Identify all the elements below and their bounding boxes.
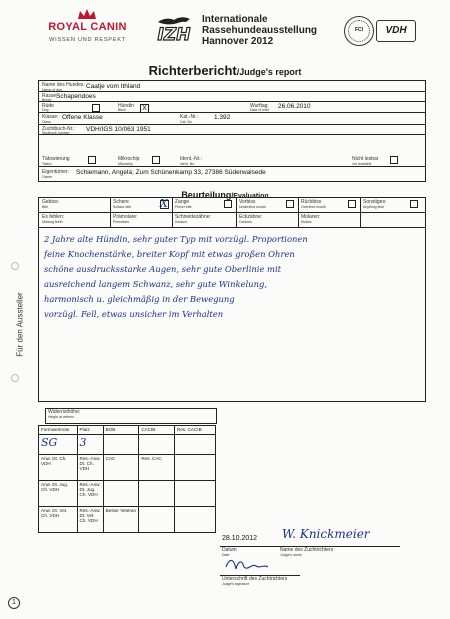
bob-cell [103, 435, 139, 455]
place-cell [77, 435, 103, 455]
royal-canin-logo [40, 8, 135, 53]
res-anw-dt-vet-ch: Res.-Anw. Dt. Vet. Ch. VDH [77, 507, 103, 533]
ident-label: Ident.-Nr.: [180, 156, 202, 162]
fci-logo [344, 16, 374, 46]
molars-label: Molaren: [301, 214, 321, 220]
judge-name-sub: Judge's name [280, 553, 302, 557]
female-label: Hündin [118, 103, 134, 109]
whelped-sub: Date of birth [250, 108, 270, 112]
overshot-label: Rückbiss [301, 199, 322, 205]
report-title-de: Richterbericht [148, 63, 237, 78]
bite-sub: Bite [42, 205, 49, 209]
microchip-checkbox[interactable] [152, 156, 160, 164]
height-sub: Height at withers [48, 415, 75, 419]
grade-cell [39, 435, 78, 455]
page-number-value: 1 [12, 599, 16, 606]
pincer-label: Zange [175, 199, 190, 205]
overshot-checkbox[interactable] [348, 200, 356, 208]
judge-signature [222, 555, 302, 575]
cacib-cell [139, 435, 175, 455]
handwritten-evaluation [44, 232, 422, 322]
tattoo-sub: Tattoo [42, 162, 52, 166]
undershot-sub: Undershot mouth [239, 205, 266, 209]
vdh-logo [376, 20, 416, 42]
izh-logo [150, 14, 198, 48]
canines-label: Eckzähne: [239, 214, 263, 220]
scissor-check-mark: X [160, 197, 168, 210]
date-sub: Date [222, 553, 230, 557]
eval-line: harmonisch u. gleichmäßig in der Bewegung [44, 294, 235, 304]
studbook-label: Zuchtbuch-Nr.: [42, 126, 75, 132]
undershot-checkbox[interactable] [286, 200, 294, 208]
whelped-value: 26.06.2010 [278, 103, 311, 110]
other-sub: Anything else [363, 205, 385, 209]
missing-label: Es fehlen: [42, 214, 65, 220]
whelped-label: Wurftag: [250, 103, 269, 109]
res-anw-dt-jug-ch: Res.-Anw. Dt. Jug. Ch. VDH [77, 481, 103, 507]
anw-dt-ch: Anw. Dt. Ch. VDH [39, 455, 78, 481]
date-value: 28.10.2012 [222, 535, 258, 542]
vdh-text: VDH [385, 25, 407, 36]
molars-sub: Molars [301, 220, 312, 224]
page-number [8, 597, 20, 609]
microchip-label: Mikrochip [118, 156, 140, 162]
izh-wordmark: IZH [157, 25, 191, 45]
place-value: 3 [79, 436, 87, 449]
header-formwertnote: Formwertnote [39, 426, 78, 435]
ident-sub: Ident. No. [180, 162, 196, 166]
exhibitor-side-text: Für den Aussteller [15, 292, 25, 357]
female-checkbox[interactable] [140, 104, 149, 113]
eval-line: 2 Jahre alte Hündin, sehr guter Typ mit vorzügl. Proportionen [44, 234, 308, 244]
evaluation-title-de: Beurteilung [181, 190, 232, 200]
header-platz: Platz [77, 426, 103, 435]
studbook-value: VDH/IGS 10/063 1951 [86, 126, 151, 133]
scissor-label: Schere [113, 199, 129, 205]
res-cac: Res. CAC [139, 455, 175, 481]
tattoo-checkbox[interactable] [88, 156, 96, 164]
signature-sub: Judge's signature [222, 582, 250, 586]
signature-label: Unterschrift des Zuchtrichters [222, 576, 288, 582]
breed-label: Rasse: [42, 93, 58, 99]
male-checkbox[interactable] [92, 104, 100, 112]
pincer-sub: Pincer bite [175, 205, 192, 209]
not-readable-sub: not readable [352, 162, 372, 166]
judge-name-value: W. Knickmeier [282, 527, 370, 541]
eval-line: feine Knochenstärke, breiter Kopf mit etwas großen Ohren [44, 249, 295, 259]
anw-dt-jug-ch: Anw. Dt. Jug. Ch. VDH [39, 481, 78, 507]
incisors-label: Schneidezähne: [175, 214, 211, 220]
show-title-line1: Internationale [202, 14, 268, 25]
premolars-label: Prämolare: [113, 214, 138, 220]
female-sub: Bitch [118, 108, 126, 112]
height-label: Widerristhöhe: [48, 409, 81, 415]
owner-sub: Owner [42, 175, 53, 179]
class-label: Klasse: [42, 114, 59, 120]
report-title-en: /Judge's report [236, 67, 302, 77]
overshot-sub: Overshot mouth [301, 205, 326, 209]
owner-value: Schiemann, Angela; Zum Schünenkamp 33, 27386 Süderwalsede [76, 169, 266, 176]
not-readable-label: Nicht lesbar [352, 156, 379, 162]
catno-value: 1.392 [214, 114, 231, 121]
eval-line: schöne ausdrucksstarke Augen, sehr gute Oberlinie mit [44, 264, 282, 274]
crown-icon [76, 8, 98, 20]
dog-name-sub: Name of dog [42, 88, 63, 92]
anw-dt-vet-ch: Anw. Dt. Vet. Ch. VDH [39, 507, 78, 533]
punch-hole [11, 374, 19, 382]
eval-line: vorzügl. Fell, etwas unsicher im Verhalten [44, 309, 224, 319]
pincer-checkbox[interactable] [224, 200, 232, 208]
undershot-label: Vorbiss [239, 199, 256, 205]
female-check-mark: X [142, 105, 147, 112]
header-res-cacib: Res. CACIB [174, 426, 215, 435]
class-sub: Class [42, 120, 51, 124]
dog-name-label: Name des Hundes: [42, 82, 85, 88]
catno-sub: Cat. No. [180, 120, 193, 124]
report-title [0, 62, 450, 80]
tattoo-label: Tätowierung [42, 156, 70, 162]
fci-text: FCI [354, 27, 364, 33]
dog-name-value: Caatje vom Ithland [86, 83, 141, 90]
royal-canin-wordmark: ROYAL CANIN [48, 21, 127, 33]
missing-sub: Missing teeth [42, 220, 63, 224]
premolars-sub: Premolars [113, 220, 129, 224]
show-title-line3: Hannover 2012 [202, 36, 274, 47]
judge-name-label: Name des Zuchtrichters [280, 547, 334, 553]
incisors-sub: Incisors [175, 220, 188, 224]
eval-line: ausreichend langem Schwanz, sehr gute Winkelung, [44, 279, 267, 289]
date-label: Datum [222, 547, 237, 553]
male-sub: Dog [42, 108, 49, 112]
header-cacib: CACIB [139, 426, 175, 435]
show-title [202, 14, 352, 47]
evaluation-title-en: /Evaluation [231, 193, 269, 200]
studbook-sub: Studbook number [42, 131, 70, 135]
cac: CAC [103, 455, 139, 481]
scissor-checkbox[interactable] [160, 197, 169, 210]
microchip-sub: Microchip [118, 162, 133, 166]
breed-sub: Breed [42, 98, 52, 102]
scissor-sub: Scissor bite [113, 205, 132, 209]
bite-label: Gebiss: [42, 199, 59, 205]
not-readable-checkbox[interactable] [390, 156, 398, 164]
male-label: Rüde [42, 103, 54, 109]
royal-canin-tagline: WISSEN UND RESPEKT [49, 37, 126, 43]
show-title-line2: Rassehundeausstellung [202, 25, 318, 36]
canines-sub: Canines [239, 220, 252, 224]
owner-label: Eigentümer: [42, 169, 69, 175]
results-table [38, 425, 216, 533]
catno-label: Kat.-Nr.: [180, 114, 199, 120]
res-cacib-cell [174, 435, 215, 455]
grade-value: SG [41, 436, 58, 449]
other-label: Sonstiges: [363, 199, 387, 205]
header-bob: BOB [103, 426, 139, 435]
class-value: Offene Klasse [62, 114, 103, 121]
other-checkbox[interactable] [410, 200, 418, 208]
bester-veteran: Bester Veteran [103, 507, 139, 533]
punch-hole [11, 262, 19, 270]
breed-value: Schapendoes [56, 93, 96, 100]
res-anw-dt-ch: Res.-Anw. Dt. Ch. VDH [77, 455, 103, 481]
